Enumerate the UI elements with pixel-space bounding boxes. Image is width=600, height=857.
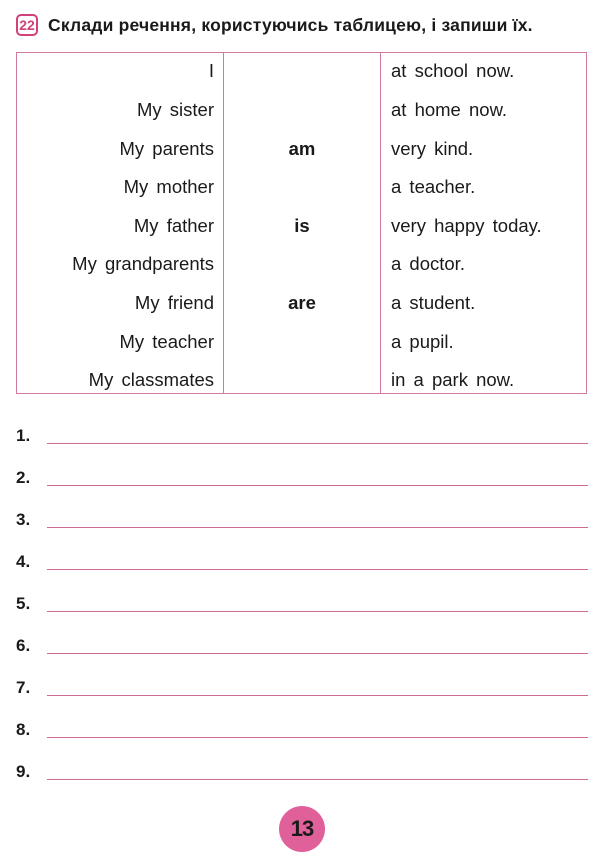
line-number: 6. [16, 636, 31, 655]
writing-rule [47, 569, 588, 570]
complement-cell: very happy today. [391, 215, 542, 236]
verbs-column [224, 53, 381, 393]
writing-rule [47, 527, 588, 528]
answer-line-1[interactable] [16, 420, 588, 446]
line-number: 5. [16, 594, 31, 613]
subject-cell: My mother [123, 176, 214, 197]
line-number: 7. [16, 678, 31, 697]
answer-line-6[interactable] [16, 630, 588, 656]
complement-cell: a teacher. [391, 176, 476, 197]
complement-cell: a doctor. [391, 253, 465, 274]
complement-cell: at home now. [391, 99, 508, 120]
subject-cell: My sister [137, 99, 214, 120]
writing-rule [47, 653, 588, 654]
answer-line-9[interactable] [16, 756, 588, 782]
subject-cell: My parents [119, 138, 214, 159]
answer-line-4[interactable] [16, 546, 588, 572]
line-number: 1. [16, 426, 31, 445]
complements-column [381, 53, 586, 393]
subject-cell: My father [133, 215, 214, 236]
verb-is: is [294, 215, 310, 236]
subject-cell: My friend [134, 292, 214, 313]
answer-line-8[interactable] [16, 714, 588, 740]
line-number: 2. [16, 468, 31, 487]
line-number: 9. [16, 762, 31, 781]
sentence-table [16, 52, 587, 394]
subject-cell: I [208, 60, 214, 81]
writing-rule [47, 737, 588, 738]
verb-am: am [288, 138, 316, 159]
complement-cell: very kind. [391, 138, 474, 159]
page-number-badge: 13 [279, 806, 325, 852]
line-number: 8. [16, 720, 31, 739]
subject-cell: My grandparents [72, 253, 214, 274]
writing-rule [47, 611, 588, 612]
writing-rule [47, 485, 588, 486]
complement-cell: at school now. [391, 60, 515, 81]
answer-line-7[interactable] [16, 672, 588, 698]
exercise-number-badge: 22 [16, 14, 38, 36]
subject-cell: My classmates [88, 369, 214, 390]
complement-cell: a student. [391, 292, 476, 313]
complement-cell: a pupil. [391, 331, 454, 352]
verb-are: are [288, 292, 316, 313]
writing-rule [47, 695, 588, 696]
answer-line-2[interactable] [16, 462, 588, 488]
writing-rule [47, 443, 588, 444]
exercise-instruction: Склади речення, користуючись таблицею, і запиши їх. [48, 14, 533, 35]
complement-cell: in a park now. [391, 369, 515, 390]
subject-cell: My teacher [119, 331, 214, 352]
answer-line-5[interactable] [16, 588, 588, 614]
line-number: 3. [16, 510, 31, 529]
answer-line-3[interactable] [16, 504, 588, 530]
line-number: 4. [16, 552, 31, 571]
subjects-column [17, 53, 224, 393]
writing-rule [47, 779, 588, 780]
exercise-header [16, 14, 533, 36]
